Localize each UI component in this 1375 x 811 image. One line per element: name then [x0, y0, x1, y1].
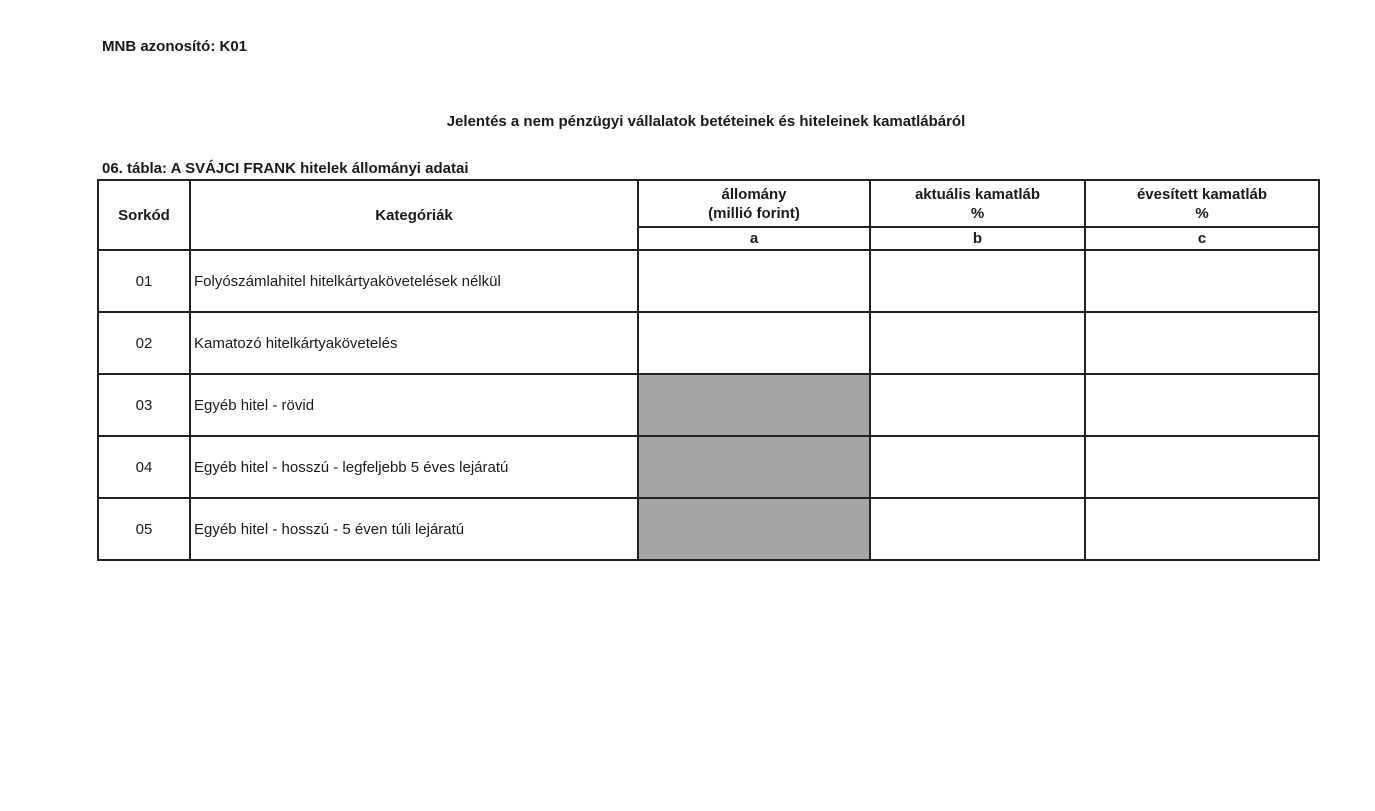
header-evesitett-kamatlab: [1085, 180, 1319, 227]
header-aktualis-kamatlab: [870, 180, 1085, 227]
table-row: [98, 498, 1319, 560]
row-category: Egyéb hitel - hosszú - 5 éven túli lejáratú: [190, 498, 638, 560]
row-category: Kamatozó hitelkártyakövetelés: [190, 312, 638, 374]
row-category: Folyószámlahitel hitelkártyakövetelések nélkül: [190, 250, 638, 312]
header-letter-b: b: [870, 227, 1085, 250]
cell-aktualis[interactable]: [870, 312, 1085, 374]
row-category: Egyéb hitel - hosszú - legfeljebb 5 éves lejáratú: [190, 436, 638, 498]
header-sorkod: Sorkód: [98, 180, 190, 250]
cell-allomany-disabled: [638, 374, 870, 436]
cell-allomany[interactable]: [638, 312, 870, 374]
row-code: 04: [98, 436, 190, 498]
interest-rate-table: [97, 179, 1320, 561]
cell-evesitett[interactable]: [1085, 374, 1319, 436]
table-caption: 06. tábla: A SVÁJCI FRANK hitelek állományi adatai: [102, 160, 469, 177]
cell-aktualis[interactable]: [870, 498, 1085, 560]
header-aktualis-line2: %: [970, 204, 985, 222]
cell-allomany-disabled: [638, 436, 870, 498]
header-allomany: [638, 180, 870, 227]
header-letter-c: c: [1085, 227, 1319, 250]
row-code: 01: [98, 250, 190, 312]
cell-allomany[interactable]: [638, 250, 870, 312]
table-row: [98, 374, 1319, 436]
row-code: 05: [98, 498, 190, 560]
cell-allomany-disabled: [638, 498, 870, 560]
cell-evesitett[interactable]: [1085, 498, 1319, 560]
header-letter-a: a: [638, 227, 870, 250]
header-allomany-line1: állomány: [721, 185, 787, 203]
row-code: 02: [98, 312, 190, 374]
cell-aktualis[interactable]: [870, 374, 1085, 436]
cell-evesitett[interactable]: [1085, 250, 1319, 312]
cell-aktualis[interactable]: [870, 436, 1085, 498]
table-row: [98, 250, 1319, 312]
cell-evesitett[interactable]: [1085, 312, 1319, 374]
report-title: Jelentés a nem pénzügyi vállalatok betéteinek és hiteleinek kamatlábáról: [446, 113, 966, 130]
header-aktualis-line1: aktuális kamatláb: [914, 185, 1041, 203]
table-row: [98, 312, 1319, 374]
header-kategoriak: Kategóriák: [190, 180, 638, 250]
mnb-identifier: MNB azonosító: K01: [102, 38, 248, 55]
header-evesitett-line1: évesített kamatláb: [1136, 185, 1268, 203]
row-code: 03: [98, 374, 190, 436]
header-evesitett-line2: %: [1195, 204, 1209, 222]
table-row: [98, 436, 1319, 498]
cell-aktualis[interactable]: [870, 250, 1085, 312]
cell-evesitett[interactable]: [1085, 436, 1319, 498]
row-category: Egyéb hitel - rövid: [190, 374, 638, 436]
header-allomany-line2: (millió forint): [708, 204, 800, 222]
